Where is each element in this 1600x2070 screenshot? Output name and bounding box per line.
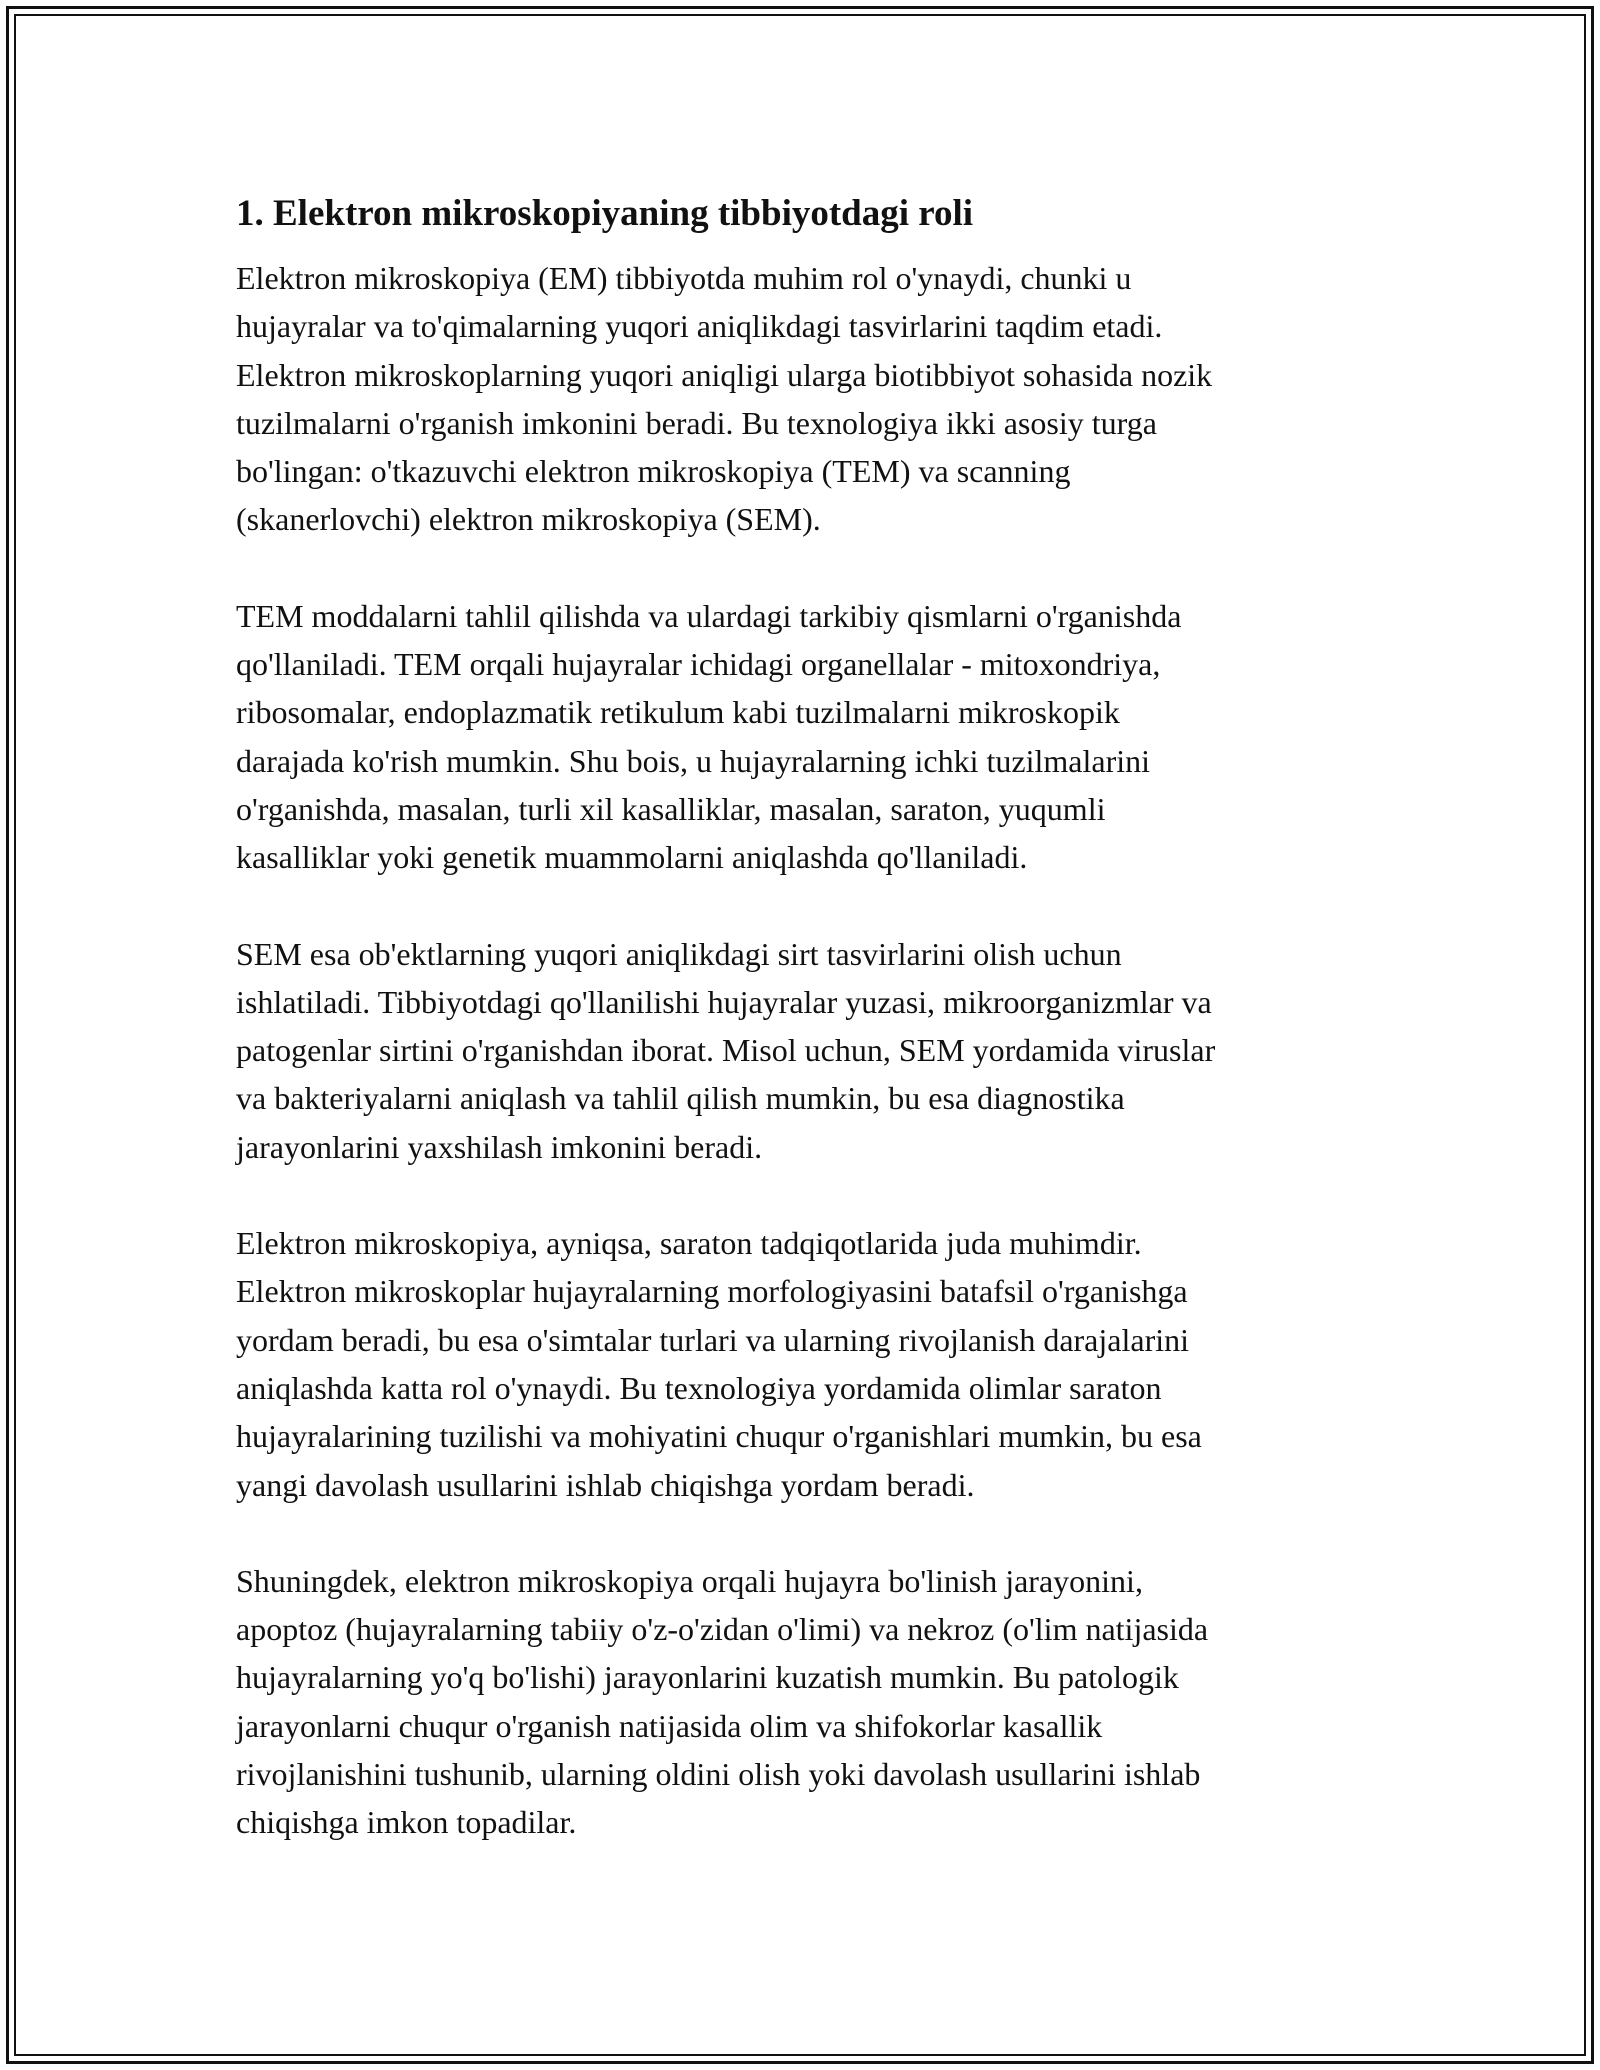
text-line: darajada ko'rish mumkin. Shu bois, u hujayralarning ichki tuzilmalarini <box>236 742 1151 779</box>
text-line: hujayralarning yo'q bo'lishi) jarayonlarini kuzatish mumkin. Bu patologik <box>236 1659 1179 1696</box>
text-line: yordam beradi, bu esa o'simtalar turlari va ularning rivojlanish darajalarini <box>236 1321 1189 1358</box>
paragraph-cancer-research <box>236 1219 1376 1509</box>
text-line: SEM esa ob'ektlarning yuqori aniqlikdagi sirt tasvirlarini olish uchun <box>236 935 1122 972</box>
text-line: ribosomalar, endoplazmatik retikulum kabi tuzilmalarni mikroskopik <box>236 694 1120 731</box>
text-line: hujayralar va to'qimalarning yuqori aniqlikdagi tasvirlarini taqdim etadi. <box>236 308 1163 345</box>
text-line: jarayonlarini yaxshilash imkonini beradi. <box>236 1128 763 1165</box>
text-line: kasalliklar yoki genetik muammolarni aniqlashda qo'llaniladi. <box>236 839 1028 876</box>
text-line: va bakteriyalarni aniqlash va tahlil qilish mumkin, bu esa diagnostika <box>236 1080 1125 1117</box>
text-line: Elektron mikroskopiya (EM) tibbiyotda muhim rol o'ynaydi, chunki u <box>236 260 1132 296</box>
text-line: jarayonlarni chuqur o'rganish natijasida olim va shifokorlar kasallik <box>236 1707 1103 1744</box>
text-line: apoptoz (hujayralarning tabiiy o'z-o'zidan o'limi) va nekroz (o'lim natijasida <box>236 1611 1209 1648</box>
paragraph-sem <box>236 930 1376 1171</box>
document-body <box>236 186 1376 1847</box>
text-line: Shuningdek, elektron mikroskopiya orqali hujayra bo'linish jarayonini, <box>236 1562 1143 1599</box>
text-line: qo'llaniladi. TEM orqali hujayralar ichidagi organellalar - mitoxondriya, <box>236 646 1161 683</box>
text-line: aniqlashda katta rol o'ynaydi. Bu texnologiya yordamida olimlar saraton <box>236 1369 1162 1406</box>
text-line: patogenlar sirtini o'rganishdan iborat. Misol uchun, SEM yordamida viruslar <box>236 1032 1216 1069</box>
paragraph-cell-processes <box>236 1557 1376 1847</box>
text-line: TEM moddalarni tahlil qilishda va ulardagi tarkibiy qismlarni o'rganishda <box>236 597 1182 634</box>
text-line: tuzilmalarni o'rganish imkonini beradi. Bu texnologiya ikki asosiy turga <box>236 404 1157 441</box>
text-line: Elektron mikroskoplar hujayralarning morfologiyasini batafsil o'rganishga <box>236 1273 1188 1310</box>
text-line: bo'lingan: o'tkazuvchi elektron mikroskopiya (TEM) va scanning <box>236 453 1071 490</box>
paragraph-tem <box>236 592 1376 882</box>
paragraph-intro <box>236 254 1376 544</box>
text-line: Elektron mikroskoplarning yuqori aniqligi ularga biotibbiyot sohasida nozik <box>236 356 1213 393</box>
text-line: o'rganishda, masalan, turli xil kasalliklar, masalan, saraton, yuqumli <box>236 790 1106 827</box>
text-line: yangi davolash usullarini ishlab chiqishga yordam beradi. <box>236 1466 975 1503</box>
section-heading: 1. Elektron mikroskopiyaning tibbiyotdagi roli <box>236 193 974 234</box>
text-line: hujayralarining tuzilishi va mohiyatini chuqur o'rganishlari mumkin, bu esa <box>236 1418 1202 1455</box>
text-line: (skanerlovchi) elektron mikroskopiya (SEM). <box>236 501 821 538</box>
text-line: ishlatiladi. Tibbiyotdagi qo'llanilishi hujayralar yuzasi, mikroorganizmlar va <box>236 983 1212 1020</box>
text-line: rivojlanishini tushunib, ularning oldini olish yoki davolash usullarini ishlab <box>236 1756 1201 1793</box>
text-line: Elektron mikroskopiya, ayniqsa, saraton tadqiqotlarida juda muhimdir. <box>236 1225 1142 1262</box>
text-line: chiqishga imkon topadilar. <box>236 1804 577 1841</box>
